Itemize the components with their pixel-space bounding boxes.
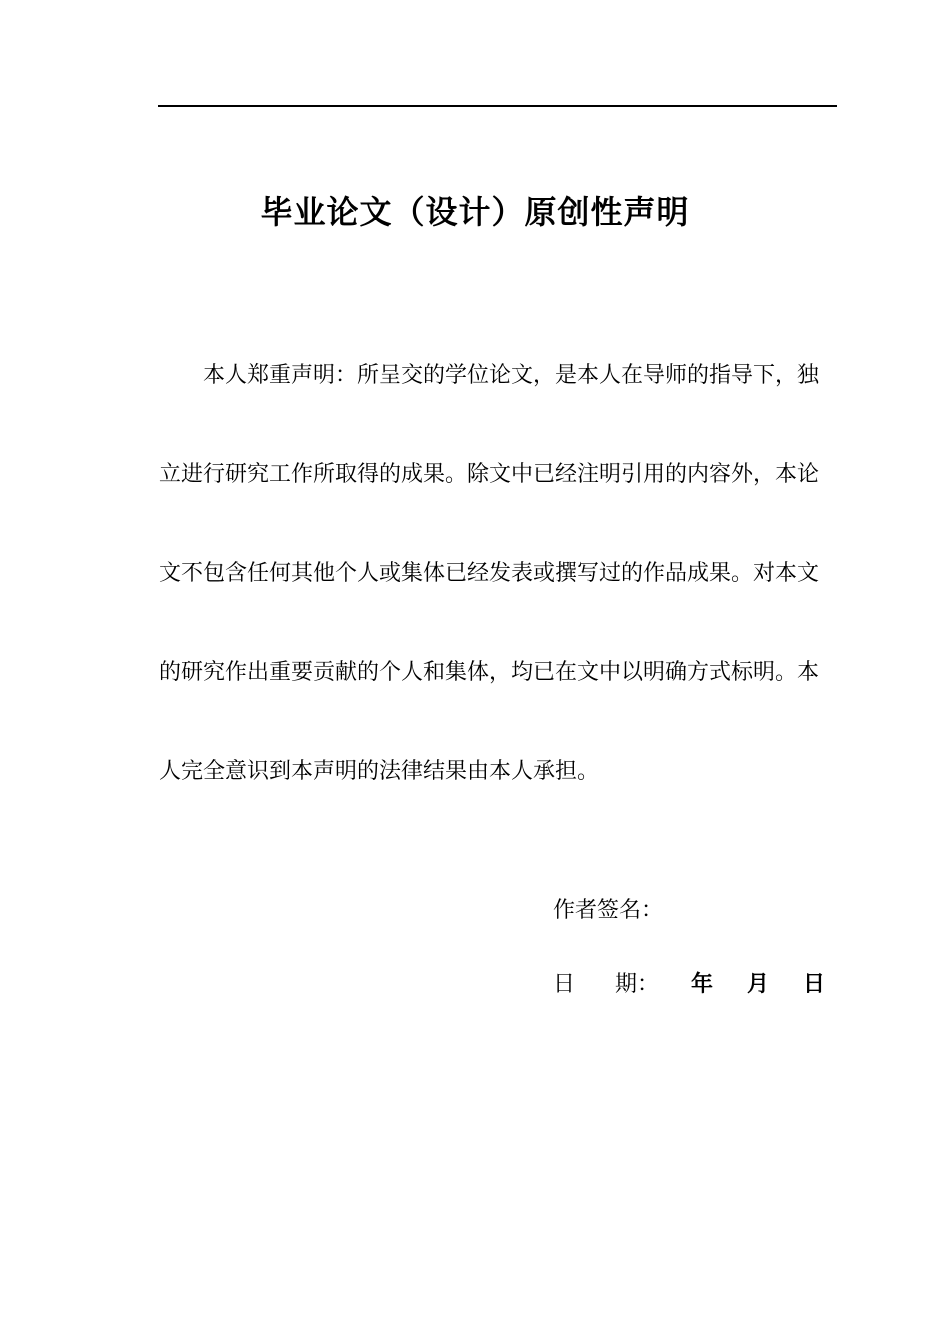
header-rule (158, 105, 837, 107)
date-day-field: 日 (803, 972, 826, 997)
body-line-2: 立进行研究工作所取得的成果。除文中已经注明引用的内容外，本论 (159, 462, 820, 487)
declaration-body (159, 326, 835, 821)
body-line-3: 文不包含任何其他个人或集体已经发表或撰写过的作品成果。对本文 (159, 561, 820, 586)
date-label-day: 日 (553, 972, 576, 997)
author-signature-label: 作者签名： (553, 898, 664, 923)
date-row (553, 970, 833, 1000)
date-year-field: 年 (691, 972, 714, 997)
date-month-field: 月 (747, 972, 770, 997)
page-title: 毕业论文（设计）原创性声明 (260, 193, 690, 231)
body-line-5: 人完全意识到本声明的法律结果由本人承担。 (159, 759, 600, 784)
author-signature-row (553, 896, 663, 926)
date-label (553, 970, 673, 1000)
body-line-4: 的研究作出重要贡献的个人和集体，均已在文中以明确方式标明。本 (159, 660, 820, 685)
body-line-1: 本人郑重声明：所呈交的学位论文，是本人在导师的指导下，独 (203, 363, 820, 388)
date-label-period: 期： (615, 972, 660, 997)
